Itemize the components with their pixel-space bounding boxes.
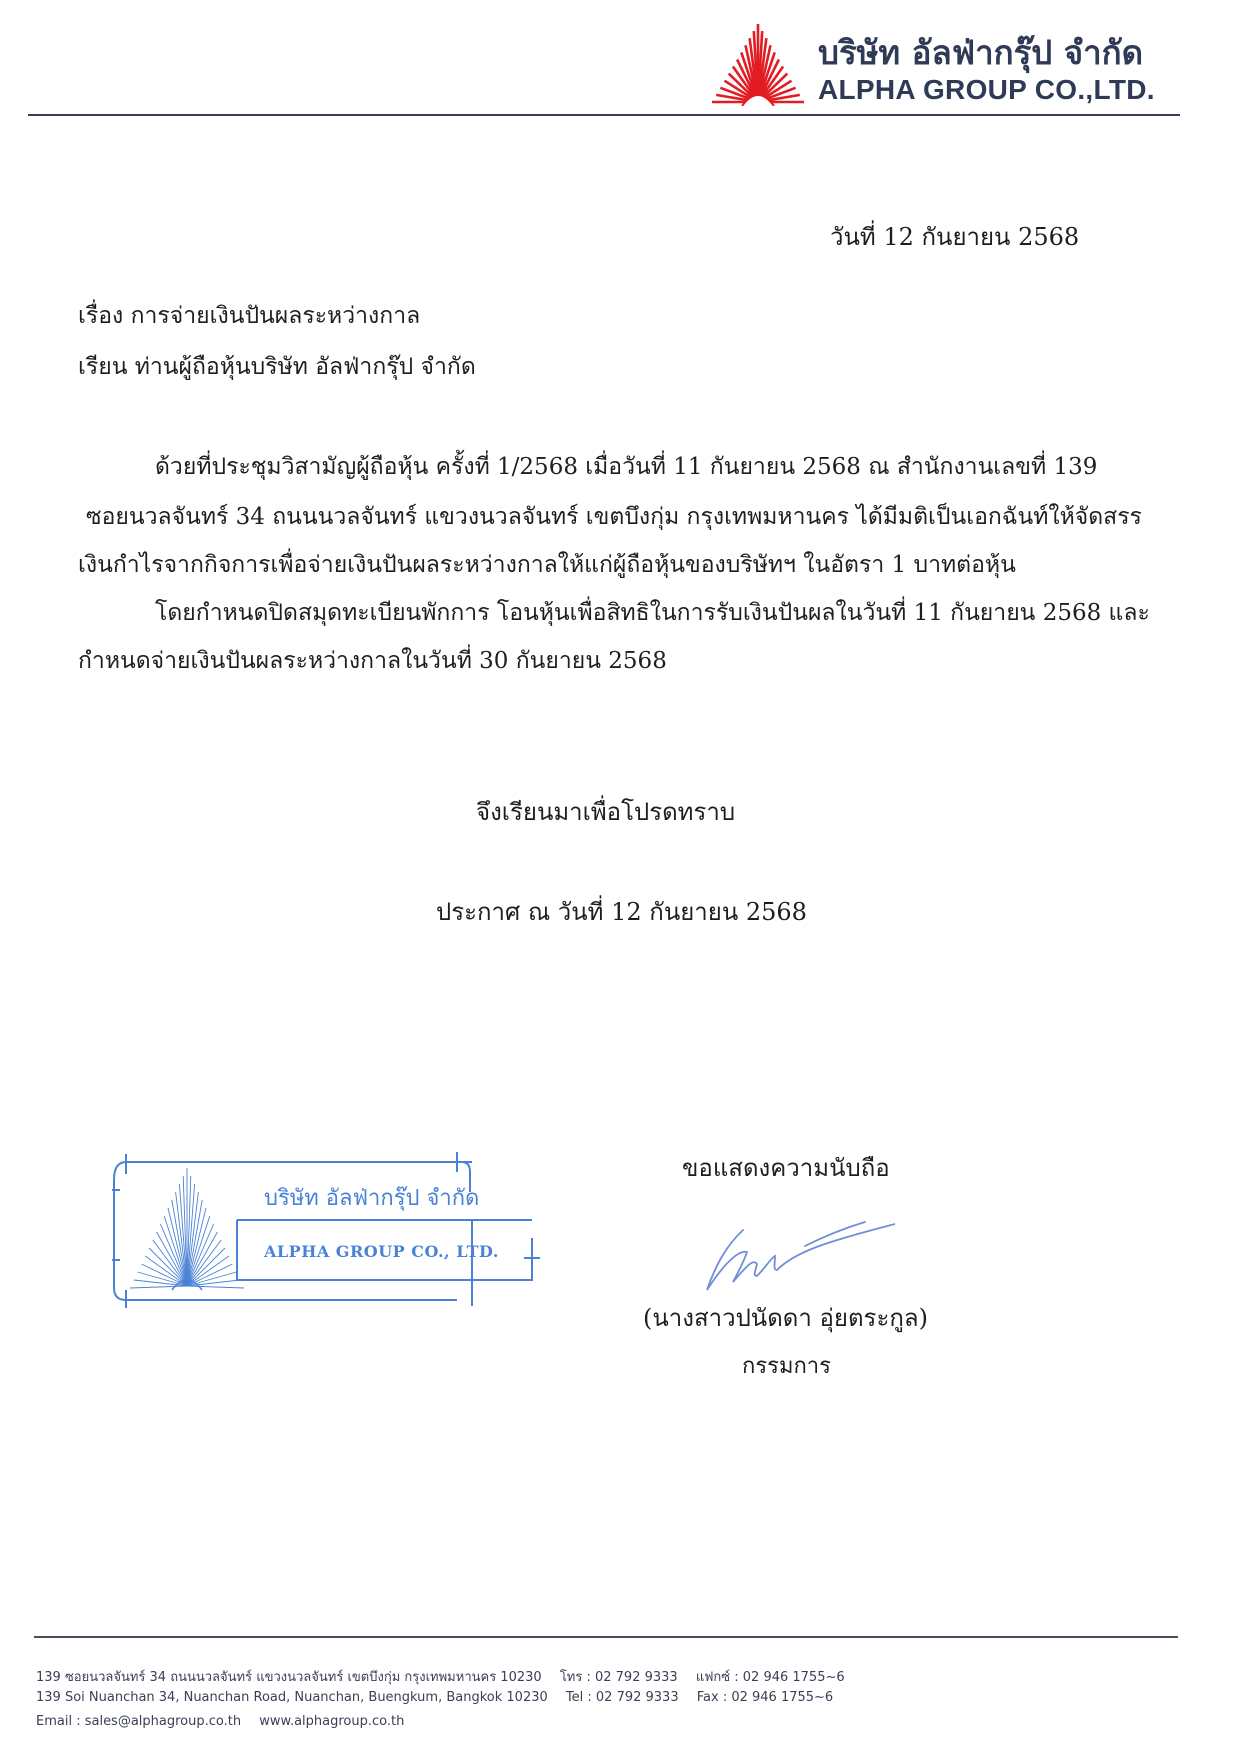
footer-tel-english: Tel : 02 792 9333	[565, 1690, 679, 1705]
company-stamp	[112, 1150, 542, 1308]
company-name-thai: บริษัท อัลฟ่ากรุ๊ป จำกัด	[818, 33, 1144, 72]
body-line-4: โดยกำหนดปิดสมุดทะเบียนพักการ โอนหุ้นเพื่อสิทธิในการรับเงินปันผลในวันที่ 11 กันยายน 2568 และ	[155, 600, 1150, 626]
footer-address-thai: 139 ซอยนวลจันทร์ 34 ถนนนวลจันทร์ แขวงนวลจันทร์ เขตบึงกุ่ม กรุงเทพมหานคร 10230	[36, 1670, 542, 1685]
footer-website[interactable]: www.alphagroup.co.th	[259, 1714, 405, 1729]
handwritten-signature	[695, 1212, 895, 1302]
footer-fax-thai: แฟกซ์ : 02 946 1755~6	[695, 1670, 845, 1685]
letter-subject: เรื่อง การจ่ายเงินปันผลระหว่างกาล	[78, 303, 421, 329]
body-line-1: ด้วยที่ประชุมวิสามัญผู้ถือหุ้น ครั้งที่ 1/2568 เมื่อวันที่ 11 กันยายน 2568 ณ สำนักงานเลขที่ 139	[155, 454, 1098, 480]
letter-date: วันที่ 12 กันยายน 2568	[830, 223, 1080, 251]
company-name-english: ALPHA GROUP CO.,LTD.	[818, 74, 1155, 105]
letter-recipient: เรียน ท่านผู้ถือหุ้นบริษัท อัลฟ่ากรุ๊ป จำกัด	[78, 354, 476, 380]
footer-fax-english: Fax : 02 946 1755~6	[696, 1690, 834, 1705]
alpha-group-logo-icon	[710, 22, 806, 106]
body-line-3: เงินกำไรจากกิจการเพื่อจ่ายเงินปันผลระหว่างกาลให้แก่ผู้ถือหุ้นของบริษัทฯ ในอัตรา 1 บาทต่อหุ้น	[78, 552, 1016, 578]
footer-line-english	[36, 1690, 833, 1705]
stamp-company-name-thai: บริษัท อัลฟ่ากรุ๊ป จำกัด	[264, 1186, 480, 1211]
closing-line: จึงเรียนมาเพื่อโปรดทราบ	[476, 798, 736, 826]
signer-position: กรรมการ	[742, 1354, 831, 1379]
body-line-2: ซอยนวลจันทร์ 34 ถนนนวลจันทร์ แขวงนวลจันทร์ เขตบึงกุ่ม กรุงเทพมหานคร ได้มีมติเป็นเอกฉันท์ให้จัดสรร	[86, 504, 1142, 530]
announcement-date: ประกาศ ณ วันที่ 12 กันยายน 2568	[436, 898, 807, 926]
closing-regards: ขอแสดงความนับถือ	[682, 1154, 890, 1182]
stamp-company-name-english: ALPHA GROUP CO., LTD.	[264, 1242, 499, 1261]
footer-line-thai	[36, 1666, 845, 1687]
footer-address-english: 139 Soi Nuanchan 34, Nuanchan Road, Nuanchan, Buengkum, Bangkok 10230	[36, 1690, 548, 1705]
footer-email[interactable]: Email : sales@alphagroup.co.th	[36, 1714, 242, 1729]
footer-line-contact	[36, 1714, 404, 1729]
footer-divider	[34, 1636, 1178, 1638]
footer-tel-thai: โทร : 02 792 9333	[559, 1670, 678, 1685]
header-divider	[28, 114, 1180, 116]
signer-name: (นางสาวปนัดดา อุ่ยตระกูล)	[643, 1304, 928, 1332]
body-line-5: กำหนดจ่ายเงินปันผลระหว่างกาลในวันที่ 30 กันยายน 2568	[78, 648, 667, 674]
